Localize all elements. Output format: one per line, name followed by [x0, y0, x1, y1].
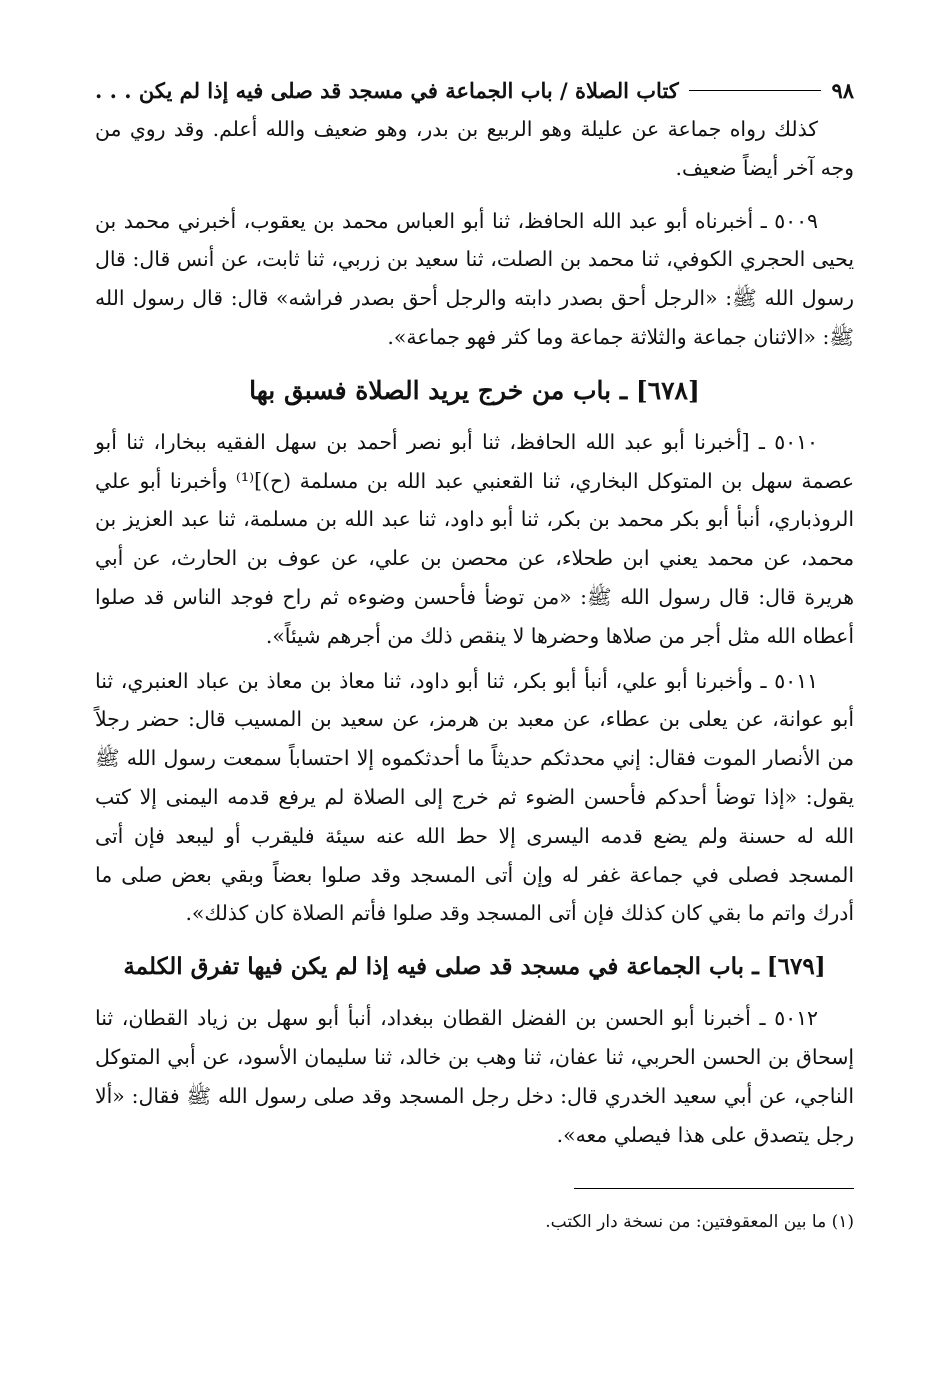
hadith-5012: ٥٠١٢ ـ أخبرنا أبو الحسن بن الفضل القطان ببغداد، أنبأ أبو سهل بن زياد القطان، ثنا إسحاق بن الحسن الحربي، ثنا عفان، ثنا وهب بن خالد، ثنا سليمان الأسود، عن أبي المتوكل الناجي، عن أبي سعيد الخدري قال: دخل رجل المسجد وقد صلى رسول الله ﷺ فقال: «ألا رجل يتصدق على هذا فيصلي معه». — [95, 1006, 855, 1147]
book-page — [95, 70, 854, 1237]
hadith-5010: ٥٠١٠ ـ [أخبرنا أبو عبد الله الحافظ، ثنا أبو نصر أحمد بن سهل الفقيه ببخارا، ثنا أبو عصمة سهل بن المتوكل البخاري، ثنا القعنبي عبد الله بن مسلمة (ح)]⁽¹⁾ وأخبرنا أبو علي الروذباري، أنبأ أبو بكر محمد بن بكر، ثنا أبو داود، ثنا عبد الله بن مسلمة، ثنا عبد العزيز بن محمد، عن محمد يعني ابن طحلاء، عن محصن بن علي، عن عوف بن الحارث، عن أبي هريرة قال: قال رسول الله ﷺ: «من توضأ فأحسن وضوءه ثم راح فوجد الناس قد صلوا أعطاه الله مثل أجر من صلاها وحضرها لا ينقص ذلك من أجرهم شيئاً». — [95, 429, 854, 648]
header-rule — [689, 90, 822, 91]
hadith-5011: ٥٠١١ ـ وأخبرنا أبو علي، أنبأ أبو بكر، ثنا أبو داود، ثنا معاذ بن معاذ بن عباد العنبري، ثنا أبو عوانة، عن يعلى بن عطاء، عن معبد بن هرمز، عن سعيد بن المسيب قال: حضر رجلاً من الأنصار الموت فقال: إني محدثكم حديثاً ما أحدثكموه إلا احتساباً سمعت رسول الله ﷺ يقول: «إذا توضأ أحدكم فأحسن الضوء ثم خرج إلى الصلاة لم يرفع قدمه اليمنى إلا كتب الله له حسنة ولم يضع قدمه اليسرى إلا حط الله عنه سيئة فليقرب أو ليبعد فإن أتى المسجد فصلى في جماعة غفر له وإن أتى المسجد وقد صلوا بعضاً وبقي بعض صلى ما أدرك واتم ما بقي كان كذلك فإن أتى المسجد وقد صلوا فأتم الصلاة كان كذلك». — [95, 668, 854, 926]
running-title: كتاب الصلاة / باب الجماعة في مسجد قد صلى فيه إذا لم يكن . . . — [95, 77, 679, 103]
footnote-1: (١) ما بين المعقوفتين: من نسخة دار الكتب. — [545, 1212, 854, 1233]
hadith-5009: ٥٠٠٩ ـ أخبرناه أبو عبد الله الحافظ، ثنا أبو العباس محمد بن يعقوب، أخبرني محمد بن يحيى الحجري الكوفي، ثنا محمد بن الصلت، ثنا سعيد بن زربي، ثنا ثابت، عن أنس قال: قال رسول الله ﷺ: «الرجل أحق بصدر دابته والرجل أحق بصدر فراشه» قال: قال رسول الله ﷺ: «الاثنان جماعة والثلاثة جماعة وما كثر فهو جماعة». — [95, 208, 854, 349]
running-header — [95, 70, 854, 110]
chapter-heading-678: [٦٧٨] ـ باب من خرج يريد الصلاة فسبق بها — [249, 375, 700, 405]
paragraph-intro: كذلك رواه جماعة عن عليلة وهو الربيع بن بدر، وهو ضعيف والله أعلم. وقد روي من وجه آخر أيضاً ضعيف. — [95, 117, 854, 180]
chapter-heading-679: [٦٧٩] ـ باب الجماعة في مسجد قد صلى فيه إذا لم يكن فيها تفرق الكلمة — [123, 953, 826, 981]
footnote-separator — [574, 1188, 854, 1189]
page-number: ٩٨ — [831, 77, 854, 103]
